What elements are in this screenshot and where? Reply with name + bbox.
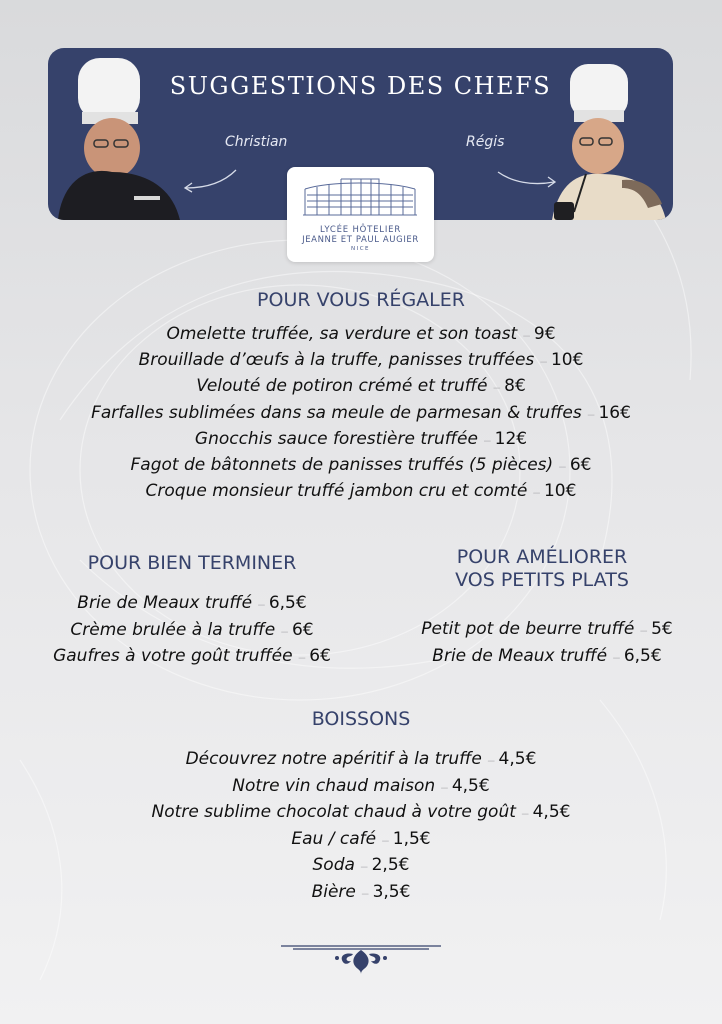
- dish-name: Velouté de potiron crémé et truffé: [196, 376, 488, 397]
- dish-name: Omelette truffée, sa verdure et son toast: [166, 324, 518, 344]
- dish-price: 6€: [291, 619, 314, 640]
- separator-dash: –: [523, 328, 530, 342]
- dish-price: 6,5€: [623, 645, 662, 666]
- menu-item: [40, 478, 682, 504]
- logo-line-1: LYCÉE HÔTELIER: [319, 225, 402, 235]
- dish-name: Gaufres à votre goût truffée: [53, 646, 293, 666]
- dish-name: Notre sublime chocolat chaud à votre goût: [151, 802, 516, 822]
- chef-regis-photo: [550, 62, 670, 220]
- menu-item: [40, 799, 682, 826]
- dish-name: Eau / café: [291, 828, 377, 849]
- menu-item: [382, 616, 712, 643]
- dish-price: 3,5€: [372, 881, 411, 902]
- menu-item: [40, 426, 682, 452]
- menu-item: [22, 617, 362, 644]
- menu-ameliorer: [382, 616, 712, 669]
- dish-name: Découvrez notre apéritif à la truffe: [185, 749, 482, 769]
- dish-name: Fagot de bâtonnets de panisses truffés (5 pièces): [130, 454, 554, 475]
- dish-name: Soda: [312, 855, 355, 875]
- logo-line-2: JEANNE ET PAUL AUGIER: [302, 235, 419, 245]
- separator-dash: –: [559, 458, 566, 473]
- dish-price: 4,5€: [498, 749, 537, 769]
- separator-dash: –: [483, 432, 491, 447]
- dish-name: Brie de Meaux truffé: [432, 645, 608, 666]
- menu-item: [22, 643, 362, 670]
- dish-price: 12€: [494, 428, 528, 449]
- dish-name: Crème brulée à la truffe: [70, 619, 276, 640]
- separator-dash: –: [360, 859, 368, 873]
- separator-dash: –: [361, 885, 369, 900]
- dish-price: 8€: [504, 376, 526, 397]
- dish-price: 4,5€: [451, 775, 490, 796]
- school-logo: [287, 167, 434, 262]
- dish-name: Brouillade d’œufs à la truffe, panisses truffées: [138, 350, 535, 371]
- arrow-left-icon: [180, 168, 240, 194]
- dish-price: 5€: [651, 619, 673, 639]
- separator-dash: –: [587, 406, 595, 421]
- section-title-ameliorer-line1: POUR AMÉLIORER: [456, 546, 628, 568]
- menu-terminer: [22, 590, 362, 670]
- separator-dash: –: [493, 380, 501, 395]
- menu-item: [40, 400, 682, 426]
- dish-price: 10€: [543, 481, 577, 502]
- dish-price: 4,5€: [532, 802, 571, 822]
- menu-item: [40, 347, 682, 373]
- separator-dash: –: [540, 354, 547, 369]
- menu-item: [382, 643, 712, 670]
- menu-item: [40, 321, 682, 347]
- section-title-boissons: BOISSONS: [311, 708, 411, 730]
- dish-name: Brie de Meaux truffé: [77, 593, 253, 613]
- dish-name: Notre vin chaud maison: [232, 775, 436, 796]
- separator-dash: –: [382, 832, 389, 847]
- separator-dash: –: [521, 806, 529, 820]
- dish-price: 6€: [569, 454, 592, 475]
- separator-dash: –: [441, 779, 448, 794]
- building-icon: [301, 175, 419, 221]
- menu-item: [40, 826, 682, 853]
- dish-price: 9€: [533, 324, 556, 344]
- page-title: SUGGESTIONS DES CHEFS: [169, 72, 552, 100]
- menu-item: [40, 773, 682, 800]
- dish-price: 6€: [309, 646, 331, 666]
- separator-dash: –: [258, 597, 265, 611]
- menu-item: [40, 879, 682, 906]
- dish-price: 16€: [598, 402, 631, 423]
- section-title-ameliorer-line2: VOS PETITS PLATS: [455, 569, 629, 591]
- separator-dash: –: [640, 623, 648, 637]
- dish-price: 6,5€: [268, 593, 307, 613]
- dish-name: Farfalles sublimées dans sa meule de parmesan & truffes: [91, 402, 582, 423]
- separator-dash: –: [298, 650, 306, 664]
- dish-name: Bière: [311, 881, 356, 902]
- menu-item: [40, 746, 682, 773]
- separator-dash: –: [487, 753, 495, 767]
- menu-item: [22, 590, 362, 617]
- chef-name-regis: Régis: [466, 134, 505, 150]
- separator-dash: –: [613, 649, 620, 664]
- chef-name-christian: Christian: [225, 134, 288, 150]
- section-title-ameliorer: [382, 546, 702, 592]
- dish-name: Gnocchis sauce forestière truffée: [194, 428, 478, 449]
- arrow-right-icon: [496, 168, 560, 192]
- chef-christian-photo: [54, 54, 184, 220]
- menu-item: [40, 852, 682, 879]
- logo-line-3: NICE: [350, 246, 371, 252]
- dish-price: 2,5€: [371, 855, 410, 875]
- dish-name: Croque monsieur truffé jambon cru et comté: [145, 481, 528, 502]
- menu-regaler: [40, 321, 682, 504]
- dish-price: 1,5€: [392, 828, 431, 849]
- menu-item: [40, 373, 682, 399]
- dish-name: Petit pot de beurre truffé: [421, 619, 635, 639]
- menu-boissons: [40, 746, 682, 905]
- separator-dash: –: [533, 485, 540, 500]
- section-title-terminer: POUR BIEN TERMINER: [87, 552, 297, 574]
- separator-dash: –: [281, 623, 288, 638]
- ornament-divider-icon: [281, 938, 441, 978]
- section-title-regaler: POUR VOUS RÉGALER: [257, 289, 465, 311]
- menu-item: [40, 452, 682, 478]
- dish-price: 10€: [550, 350, 584, 371]
